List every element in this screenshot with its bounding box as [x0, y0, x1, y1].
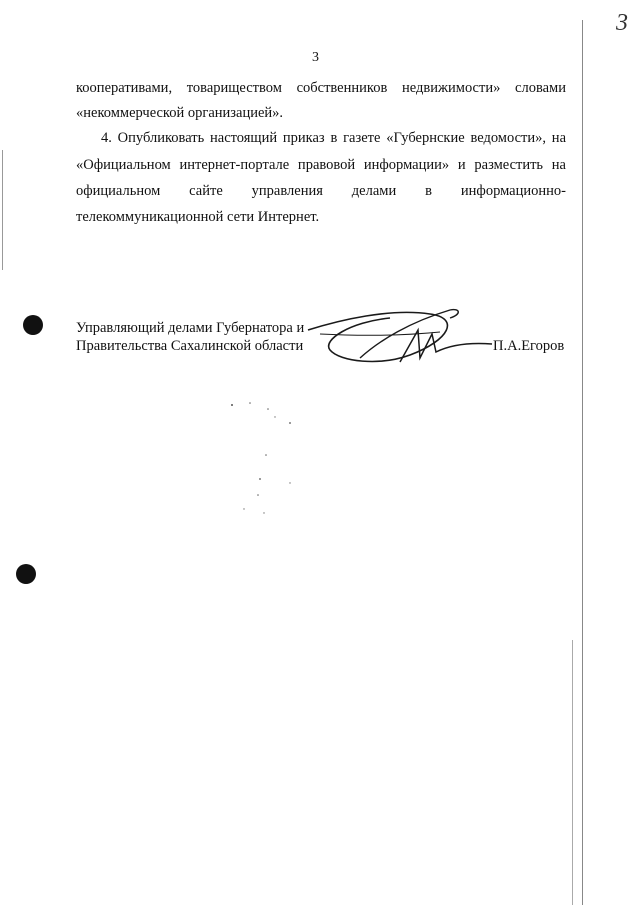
- scan-margin-line: [582, 20, 583, 905]
- punch-hole-bottom: [16, 564, 36, 584]
- scan-noise-specks: [220, 395, 320, 525]
- scan-margin-line-secondary: [572, 640, 573, 905]
- punch-hole-top: [23, 315, 43, 335]
- page-number: 3: [312, 50, 319, 65]
- paragraph-4-line-3: официальном сайте управления делами в информационно-: [76, 183, 566, 199]
- signatory-name: П.А.Егоров: [493, 338, 565, 354]
- handwritten-signature: [300, 300, 500, 380]
- paragraph-4-line-4: телекоммуникационной сети Интернет.: [76, 209, 320, 225]
- paragraph-continuation-line-1: кооперативами, товариществом собственников недвижимости» словами: [76, 80, 566, 96]
- signatory-position-line-1: Управляющий делами Губернатора и: [76, 320, 305, 336]
- scan-edge-mark: [2, 150, 3, 270]
- handwritten-page-mark: 3: [616, 10, 628, 36]
- paragraph-4-line-1: 4. Опубликовать настоящий приказ в газете «Губернские ведомости», на: [101, 130, 566, 146]
- signatory-position-line-2: Правительства Сахалинской области: [76, 338, 304, 354]
- paragraph-4-line-2: «Официальном интернет-портале правовой информации» и разместить на: [76, 157, 566, 173]
- paragraph-continuation-line-2: «некоммерческой организацией».: [76, 105, 284, 121]
